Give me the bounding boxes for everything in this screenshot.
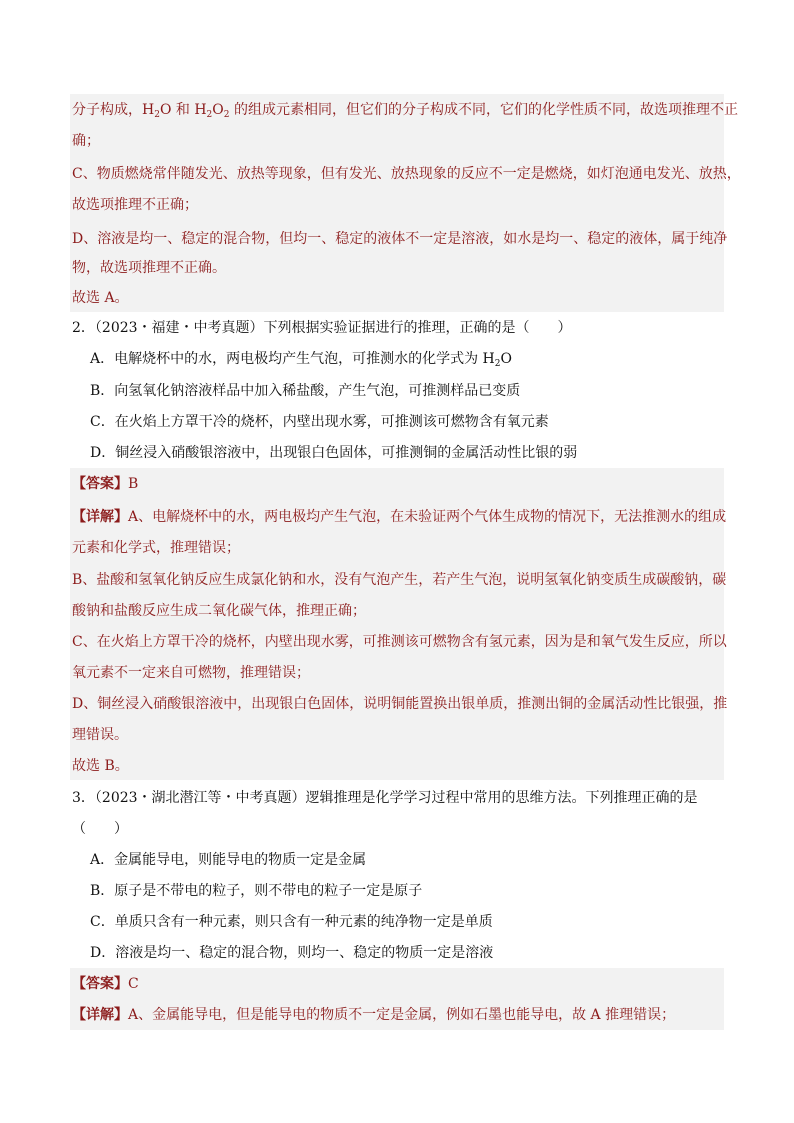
answer-value: B — [128, 476, 139, 492]
option-a: A．金属能导电，则能导电的物质一定是金属 — [90, 852, 367, 868]
question-stem: 3．（2023・湖北潜江等・中考真题）逻辑推理是化学学习过程中常用的思维方法。下列推理正确的是 — [72, 790, 698, 806]
answer-value: C — [128, 976, 139, 992]
detail-line: D、铜丝浸入硝酸银溶液中，出现银白色固体，说明铜能置换出银单质，推测出铜的金属活动性比银强，推 — [72, 696, 728, 712]
option-c: C．单质只含有一种元素，则只含有一种元素的纯净物一定是单质 — [90, 914, 493, 930]
question-stem-bracket: （ ） — [72, 821, 128, 837]
option-d: D．铜丝浸入硝酸银溶液中，出现银白色固体，可推测铜的金属活动性比银的弱 — [90, 445, 578, 461]
detail-label: 【详解】 — [72, 509, 128, 525]
option-d: D．溶液是均一、稳定的混合物，则均一、稳定的物质一定是溶液 — [90, 945, 494, 961]
question-stem: 2．（2023・福建・中考真题）下列根据实验证据进行的推理，正确的是（ ） — [72, 320, 572, 336]
option-b: B．向氢氧化钠溶液样品中加入稀盐酸，产生气泡，可推测样品已变质 — [90, 383, 521, 399]
answer-label: 【答案】 — [72, 476, 128, 492]
detail-line: B、盐酸和氢氧化钠反应生成氯化钠和水，没有气泡产生，若产生气泡，说明氢氧化钠变质生成碳酸钠，碳 — [72, 572, 727, 588]
detail-label: 【详解】 — [72, 1007, 128, 1023]
option-b: B．原子是不带电的粒子，则不带电的粒子一定是原子 — [90, 883, 423, 899]
detail-line: 【详解】A、电解烧杯中的水，两电极均产生气泡，在未验证两个气体生成物的情况下，无法推测水的组成 — [72, 509, 727, 525]
detail-line: 氧元素不一定来自可燃物，推理错误； — [72, 665, 310, 681]
answer-label: 【答案】 — [72, 976, 128, 992]
explanation-line: 故选项推理不正确； — [72, 197, 198, 213]
option-c: C．在火焰上方罩干冷的烧杯，内壁出现水雾，可推测该可燃物含有氧元素 — [90, 414, 549, 430]
detail-line: 【详解】A、金属能导电，但是能导电的物质不一定是金属，例如石墨也能导电，故 A 推理错误； — [72, 1007, 676, 1023]
detail-line: C、在火焰上方罩干冷的烧杯，内壁出现水雾，可推测该可燃物含有氢元素，因为是和氧气发生反应，所以 — [72, 634, 727, 650]
answer-line — [72, 974, 139, 994]
explanation-line: D、溶液是均一、稳定的混合物，但均一、稳定的液体不一定是溶液，如水是均一、稳定的液体，属于纯净 — [72, 231, 728, 247]
option-a: A．电解烧杯中的水，两电极均产生气泡，可推测水的化学式为 $H_2O$ — [90, 351, 512, 369]
explanation-line: 故选 A。 — [72, 290, 129, 306]
explanation-line: 物，故选项推理不正确。 — [72, 260, 226, 276]
detail-line: 理错误。 — [72, 727, 128, 743]
explanation-line: 分子构成，$H_2O$ 和 $H_2O_2$ 的组成元素相同，但它们的分子构成不同，它们的化学性质不同，故选项推理不正 — [72, 102, 738, 120]
detail-line: 酸钠和盐酸反应生成二氧化碳气体，推理正确； — [72, 603, 366, 619]
detail-line: 故选 B。 — [72, 758, 129, 774]
detail-line: 元素和化学式，推理错误； — [72, 540, 240, 556]
answer-line — [72, 474, 138, 494]
explanation-line: 确； — [72, 133, 100, 149]
explanation-line: C、物质燃烧常伴随发光、放热等现象，但有发光、放热现象的反应不一定是燃烧，如灯泡通电发光、放热， — [72, 166, 741, 182]
